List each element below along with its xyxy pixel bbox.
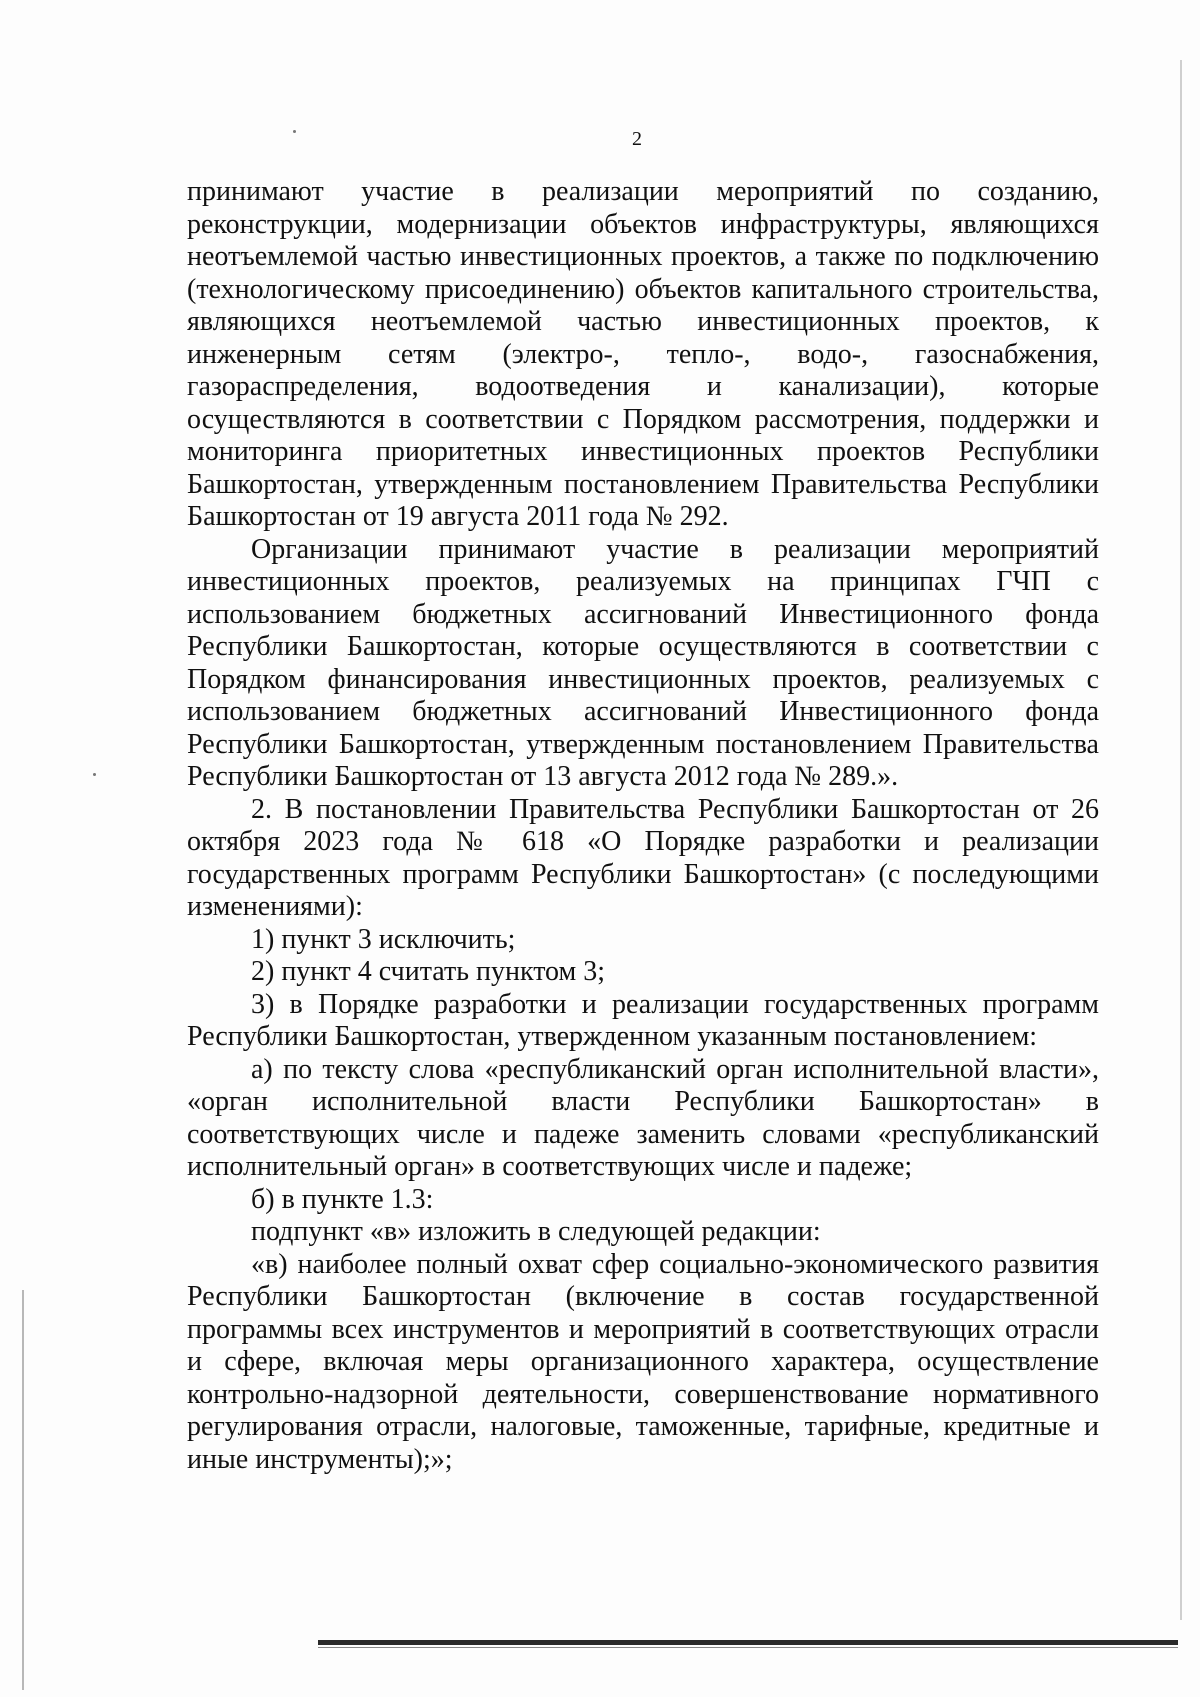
paragraph: подпункт «в» изложить в следующей редакции: <box>251 1216 821 1247</box>
scan-speck <box>93 773 96 776</box>
scan-left-edge <box>22 1290 24 1690</box>
footer-rule-thin <box>318 1647 1178 1648</box>
paragraph: 3) в Порядке разработки и реализации государственных программ Республики Башкортостан, утвержденном указанным постановлением: <box>187 988 1099 1052</box>
scan-right-edge <box>1180 60 1182 1620</box>
paragraph: б) в пункте 1.3: <box>251 1183 434 1215</box>
paragraph: 2. В постановлении Правительства Республики Башкортостан от 26 октября 2023 года № 618 «О Порядке разработки и реализации государственных программ Республики Башкортостан» (с последующими изменениями): <box>187 793 1099 922</box>
paragraph: а) по тексту слова «республиканский орган исполнительной власти», «орган исполнительной власти Республики Башкортостан» в соответствующих числе и падеже заменить словами «республиканский исполнительный орган» в соответствующих числе и падеже; <box>187 1053 1099 1182</box>
paragraph: 2) пункт 4 считать пунктом 3; <box>251 956 606 987</box>
paragraph: «в) наиболее полный охват сфер социально-экономического развития Республики Башкортостан (включение в состав государственной программы всех инструментов и мероприятий в соответствующих отрасли и сфере, включая меры организационного характера, осуществление контрольно-надзорной деятельности, совершенствование нормативного регулирования отрасли, налоговые, таможенные, тарифные, кредитные и иные инструменты);»; <box>187 1248 1099 1475</box>
footer-rule <box>318 1640 1178 1645</box>
paragraph: 1) пункт 3 исключить; <box>251 923 516 955</box>
paragraph: принимают участие в реализации мероприятий по созданию, реконструкции, модернизации объектов инфраструктуры, являющихся неотъемлемой частью инвестиционных проектов, а также по подключению (технологическому присоединению) объектов капитального строительства, являющихся неотъемлемой частью инвестиционных проектов, к инженерным сетям (электро-, тепло-, водо-, газоснабжения, газораспределения, водоотведения и канализации), которые осуществляются в соответствии с Порядком рассмотрения, поддержки и мониторинга приоритетных инвестиционных проектов Республики Башкортостан, утвержденным постановлением Правительства Республики Башкортостан от 19 августа 2011 года № 292. <box>187 176 1099 532</box>
paragraph: Организации принимают участие в реализации мероприятий инвестиционных проектов, реализуемых на принципах ГЧП с использованием бюджетных ассигнований Инвестиционного фонда Республики Башкортостан, которые осуществляются в соответствии с Порядком финансирования инвестиционных проектов, реализуемых с использованием бюджетных ассигнований Инвестиционного фонда Республики Башкортостан, утвержденным постановлением Правительства Республики Башкортостан от 13 августа 2012 года № 289.». <box>187 533 1099 792</box>
document-body <box>187 176 1099 1476</box>
page-number: 2 <box>632 128 642 150</box>
